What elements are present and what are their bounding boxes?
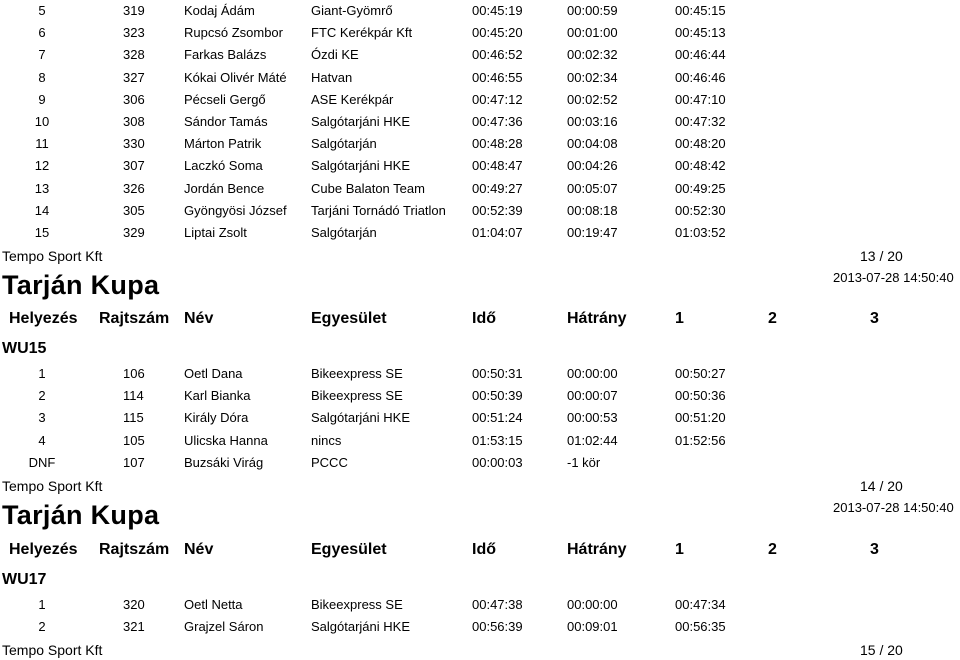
header-gap: Hátrány <box>567 541 627 558</box>
page-number: 15 / 20 <box>860 642 903 658</box>
gap-cell: 00:00:53 <box>567 410 618 426</box>
table-row <box>0 407 960 429</box>
bib-cell: 326 <box>123 180 145 196</box>
table-row <box>0 0 960 22</box>
position-cell: 8 <box>38 69 46 85</box>
time-cell: 00:52:39 <box>472 202 523 218</box>
lap3-cell: 00:51:20 <box>675 410 726 426</box>
position-cell: 1 <box>38 366 46 381</box>
category-heading: WU17 <box>2 571 47 588</box>
time-cell: 00:00:03 <box>472 454 523 470</box>
lap3-cell: 00:50:36 <box>675 388 726 404</box>
time-cell: 00:47:38 <box>472 597 523 612</box>
gap-cell: 00:00:00 <box>567 366 618 381</box>
gap-cell: 00:01:00 <box>567 25 618 41</box>
lap3-cell: 00:46:44 <box>675 47 726 63</box>
club-cell: Cube Balaton Team <box>311 180 425 196</box>
header-lap-1: 1 <box>675 310 684 327</box>
header-club: Egyesület <box>311 310 387 327</box>
club-cell: PCCC <box>311 454 348 470</box>
club-cell: Salgótarjáni HKE <box>311 410 410 426</box>
club-cell: ASE Kerékpár <box>311 91 394 107</box>
gap-cell: 00:09:01 <box>567 619 618 635</box>
bib-cell: 320 <box>123 597 145 612</box>
gap-cell: -1 kör <box>567 454 601 470</box>
gap-cell: 00:00:59 <box>567 3 618 18</box>
club-cell: Bikeexpress SE <box>311 388 403 404</box>
name-cell: Kodaj Ádám <box>184 3 255 18</box>
name-cell: Márton Patrik <box>184 136 262 152</box>
club-cell: Bikeexpress SE <box>311 597 403 612</box>
position-cell: 7 <box>38 47 46 63</box>
gap-cell: 00:02:32 <box>567 47 618 63</box>
position-cell: 4 <box>38 432 46 448</box>
position-cell: 12 <box>34 158 50 174</box>
table-row <box>0 178 960 200</box>
header-bib: Rajtszám <box>99 541 170 558</box>
table-row <box>0 200 960 222</box>
lap3-cell: 00:48:42 <box>675 158 726 174</box>
time-cell: 00:48:47 <box>472 158 523 174</box>
gap-cell: 00:03:16 <box>567 114 618 129</box>
club-cell: Salgótarján <box>311 225 377 240</box>
time-cell: 00:45:19 <box>472 3 523 18</box>
lap3-cell: 00:47:10 <box>675 91 726 107</box>
organizer-name: Tempo Sport Kft <box>2 642 103 658</box>
time-cell: 00:51:24 <box>472 410 523 426</box>
gap-cell: 01:02:44 <box>567 432 618 448</box>
table-row <box>0 452 960 474</box>
bib-cell: 105 <box>123 432 145 448</box>
position-cell: 13 <box>34 180 50 196</box>
bib-cell: 306 <box>123 91 145 107</box>
page-footer <box>0 246 960 266</box>
bib-cell: 106 <box>123 366 145 381</box>
time-cell: 01:53:15 <box>472 432 523 448</box>
position-cell: 14 <box>34 202 50 218</box>
page-number: 13 / 20 <box>860 248 903 264</box>
bib-cell: 319 <box>123 3 145 18</box>
club-cell: Tarjáni Tornádó Triatlon <box>311 202 446 218</box>
bib-cell: 308 <box>123 114 145 129</box>
header-time: Idő <box>472 310 496 327</box>
header-lap-3: 3 <box>870 310 879 327</box>
header-lap-3: 3 <box>870 541 879 558</box>
lap3-cell: 01:03:52 <box>675 225 726 240</box>
page-number: 14 / 20 <box>860 478 903 494</box>
position-cell: DNF <box>28 454 56 470</box>
header-gap: Hátrány <box>567 310 627 327</box>
lap3-cell: 00:52:30 <box>675 202 726 218</box>
header-position: Helyezés <box>9 541 78 558</box>
timestamp: 2013-07-28 14:50:40 <box>833 270 954 285</box>
position-cell: 5 <box>38 3 46 18</box>
position-cell: 2 <box>38 388 46 404</box>
lap3-cell: 00:56:35 <box>675 619 726 635</box>
timestamp: 2013-07-28 14:50:40 <box>833 500 954 515</box>
table-row <box>0 111 960 133</box>
header-time: Idő <box>472 541 496 558</box>
club-cell: Ózdi KE <box>311 47 359 63</box>
club-cell: Bikeexpress SE <box>311 366 403 381</box>
position-cell: 15 <box>34 225 50 240</box>
header-position: Helyezés <box>9 310 78 327</box>
page-title: Tarján Kupa <box>2 270 160 300</box>
header-club: Egyesület <box>311 541 387 558</box>
lap3-cell: 00:45:15 <box>675 3 726 18</box>
time-cell: 00:56:39 <box>472 619 523 635</box>
name-cell: Sándor Tamás <box>184 114 268 129</box>
name-cell: Oetl Netta <box>184 597 243 612</box>
gap-cell: 00:04:08 <box>567 136 618 152</box>
club-cell: Salgótarjáni HKE <box>311 114 410 129</box>
bib-cell: 115 <box>123 410 144 426</box>
table-row <box>0 363 960 385</box>
table-row <box>0 616 960 638</box>
name-cell: Oetl Dana <box>184 366 243 381</box>
lap3-cell: 01:52:56 <box>675 432 726 448</box>
position-cell: 10 <box>34 114 50 129</box>
organizer-name: Tempo Sport Kft <box>2 248 103 264</box>
bib-cell: 328 <box>123 47 145 63</box>
position-cell: 9 <box>38 91 46 107</box>
table-row <box>0 44 960 66</box>
lap3-cell: 00:47:32 <box>675 114 726 129</box>
time-cell: 01:04:07 <box>472 225 523 240</box>
lap3-cell: 00:49:25 <box>675 180 726 196</box>
table-row <box>0 155 960 177</box>
lap3-cell: 00:45:13 <box>675 25 726 41</box>
table-row <box>0 22 960 44</box>
lap3-cell: 00:48:20 <box>675 136 726 152</box>
position-cell: 1 <box>38 597 46 612</box>
position-cell: 3 <box>38 410 46 426</box>
bib-cell: 114 <box>123 388 144 404</box>
time-cell: 00:45:20 <box>472 25 523 41</box>
position-cell: 2 <box>38 619 46 635</box>
gap-cell: 00:08:18 <box>567 202 618 218</box>
header-lap-1: 1 <box>675 541 684 558</box>
club-cell: Salgótarjáni HKE <box>311 619 410 635</box>
header-lap-2: 2 <box>768 310 777 327</box>
club-cell: Hatvan <box>311 69 353 85</box>
gap-cell: 00:02:52 <box>567 91 618 107</box>
time-cell: 00:46:55 <box>472 69 523 85</box>
name-cell: Grajzel Sáron <box>184 619 264 635</box>
header-name: Név <box>184 541 214 558</box>
name-cell: Kókai Olivér Máté <box>184 69 287 85</box>
table-row <box>0 594 960 616</box>
name-cell: Király Dóra <box>184 410 249 426</box>
time-cell: 00:49:27 <box>472 180 523 196</box>
gap-cell: 00:00:07 <box>567 388 618 404</box>
table-row <box>0 385 960 407</box>
bib-cell: 305 <box>123 202 145 218</box>
name-cell: Liptai Zsolt <box>184 225 247 240</box>
position-cell: 11 <box>35 136 49 152</box>
bib-cell: 307 <box>123 158 145 174</box>
club-cell: Giant-Gyömrő <box>311 3 393 18</box>
name-cell: Karl Bianka <box>184 388 251 404</box>
name-cell: Farkas Balázs <box>184 47 267 63</box>
lap3-cell: 00:46:46 <box>675 69 726 85</box>
header-bib: Rajtszám <box>99 310 170 327</box>
bib-cell: 321 <box>123 619 145 635</box>
bib-cell: 323 <box>123 25 145 41</box>
header-lap-2: 2 <box>768 541 777 558</box>
column-headers <box>0 307 960 331</box>
time-cell: 00:50:39 <box>472 388 523 404</box>
page-title: Tarján Kupa <box>2 500 160 530</box>
name-cell: Rupcsó Zsombor <box>184 25 283 41</box>
gap-cell: 00:04:26 <box>567 158 618 174</box>
club-cell: Salgótarján <box>311 136 377 152</box>
gap-cell: 00:02:34 <box>567 69 618 85</box>
category-heading: WU15 <box>2 340 47 357</box>
name-cell: Jordán Bence <box>184 180 265 196</box>
header-name: Név <box>184 310 214 327</box>
table-row <box>0 67 960 89</box>
page-footer <box>0 640 960 660</box>
name-cell: Laczkó Soma <box>184 158 263 174</box>
lap3-cell: 00:47:34 <box>675 597 726 612</box>
time-cell: 00:48:28 <box>472 136 523 152</box>
column-headers <box>0 538 960 562</box>
table-row <box>0 133 960 155</box>
name-cell: Gyöngyösi József <box>184 202 287 218</box>
name-cell: Pécseli Gergő <box>184 91 266 107</box>
name-cell: Ulicska Hanna <box>184 432 268 448</box>
bib-cell: 327 <box>123 69 145 85</box>
bib-cell: 107 <box>123 454 145 470</box>
club-cell: Salgótarjáni HKE <box>311 158 410 174</box>
lap3-cell: 00:50:27 <box>675 366 726 381</box>
time-cell: 00:46:52 <box>472 47 523 63</box>
time-cell: 00:47:36 <box>472 114 523 129</box>
table-row <box>0 222 960 244</box>
name-cell: Buzsáki Virág <box>184 454 264 470</box>
time-cell: 00:50:31 <box>472 366 523 381</box>
gap-cell: 00:05:07 <box>567 180 618 196</box>
gap-cell: 00:19:47 <box>567 225 618 240</box>
time-cell: 00:47:12 <box>472 91 523 107</box>
organizer-name: Tempo Sport Kft <box>2 478 103 494</box>
bib-cell: 329 <box>123 225 145 240</box>
position-cell: 6 <box>38 25 46 41</box>
page-footer <box>0 476 960 496</box>
gap-cell: 00:00:00 <box>567 597 618 612</box>
table-row <box>0 430 960 452</box>
bib-cell: 330 <box>123 136 145 152</box>
club-cell: FTC Kerékpár Kft <box>311 25 413 41</box>
table-row <box>0 89 960 111</box>
club-cell: nincs <box>311 432 342 448</box>
